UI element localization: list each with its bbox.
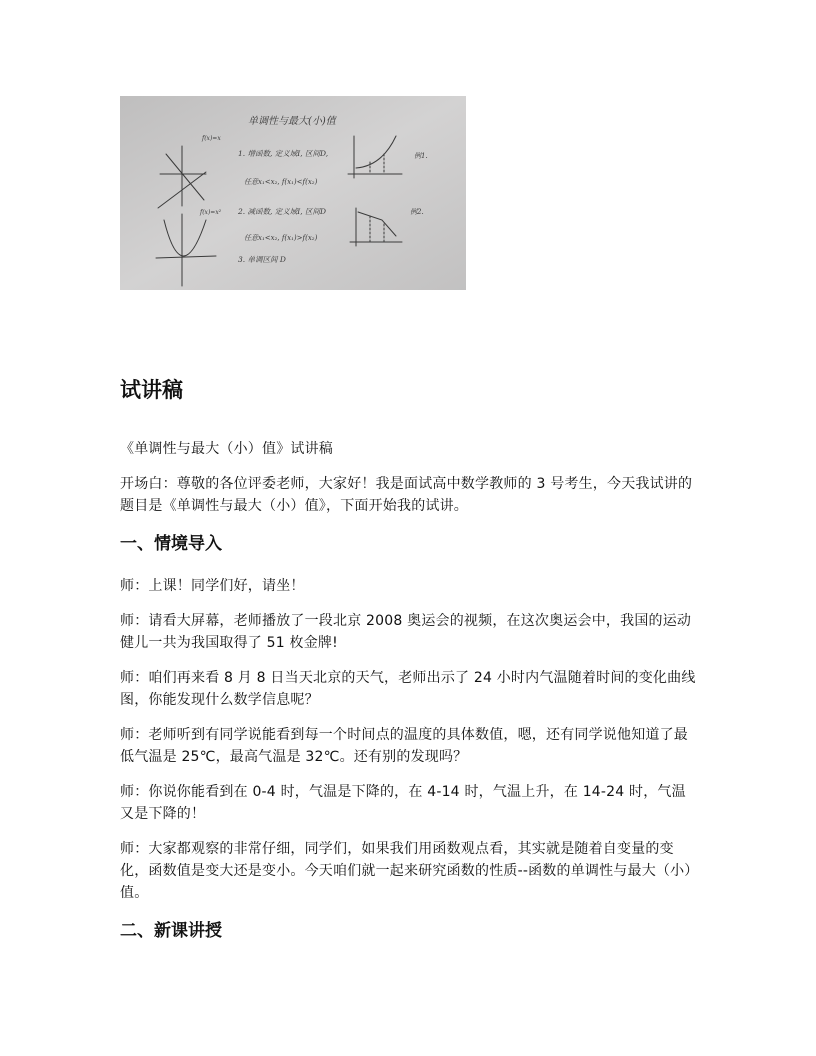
- paragraph: 师：大家都观察的非常仔细，同学们，如果我们用函数观点看，其实就是随着自变量的变化，函数值是变大还是变小。今天咱们就一起来研究函数的性质--函数的单调性与最大（小）值。: [120, 841, 692, 901]
- fx-label-2: f(x)=x²: [200, 209, 222, 216]
- paragraph: 师：咱们再来看 8 月 8 日当天北京的天气，老师出示了 24 小时内气温随着时间的变化曲线图，你能发现什么数学信息呢？: [120, 670, 696, 708]
- fx-label-1: f(x)=x: [202, 135, 221, 142]
- opening-paragraph: 开场白：尊敬的各位评委老师，大家好！我是面试高中数学教师的 3 号考生，今天我试讲的题目是《单调性与最大（小）值》，下面开始我的试讲。: [120, 476, 693, 514]
- paragraph: 师：老师听到有同学说能看到每一个时间点的温度的具体数值，嗯，还有同学说他知道了最低气温是 25℃，最高气温是 32℃。还有别的发现吗？: [120, 727, 688, 765]
- notes-line-5: 3. 单调区间 D: [238, 255, 286, 264]
- handwritten-notes-photo: [120, 96, 466, 290]
- notes-sketch: [120, 96, 466, 290]
- document-body: [120, 372, 698, 962]
- paragraph: 师：请看大屏幕，老师播放了一段北京 2008 奥运会的视频，在这次奥运会中，我国的运动健儿一共为我国取得了 51 枚金牌!: [120, 613, 692, 651]
- notes-line-4: 任意x₁<x₂, f(x₁)>f(x₂): [244, 234, 318, 242]
- document-subtitle: 《单调性与最大（小）值》试讲稿: [120, 441, 333, 457]
- notes-line-1: 1. 增函数, 定义域I, 区间D,: [238, 149, 329, 158]
- notes-line-3: 2. 减函数, 定义域I, 区间D: [238, 207, 327, 216]
- notes-line-2: 任意x₁<x₂, f(x₁)<f(x₂): [244, 178, 318, 186]
- section-heading-1: 一、情境导入: [120, 534, 222, 554]
- notes-heading: 单调性与最大(小)值: [248, 116, 336, 127]
- paragraph: 师：上课！同学们好，请坐！: [120, 578, 305, 594]
- paragraph: 师：你说你能看到在 0-4 时，气温是下降的，在 4-14 时，气温上升，在 14-24 时，气温又是下降的！: [120, 784, 686, 822]
- example-label-2: 例2.: [410, 208, 424, 216]
- section-heading-2: 二、新课讲授: [120, 921, 222, 941]
- document-title: 试讲稿: [120, 378, 183, 402]
- example-label-1: 例1.: [414, 152, 428, 160]
